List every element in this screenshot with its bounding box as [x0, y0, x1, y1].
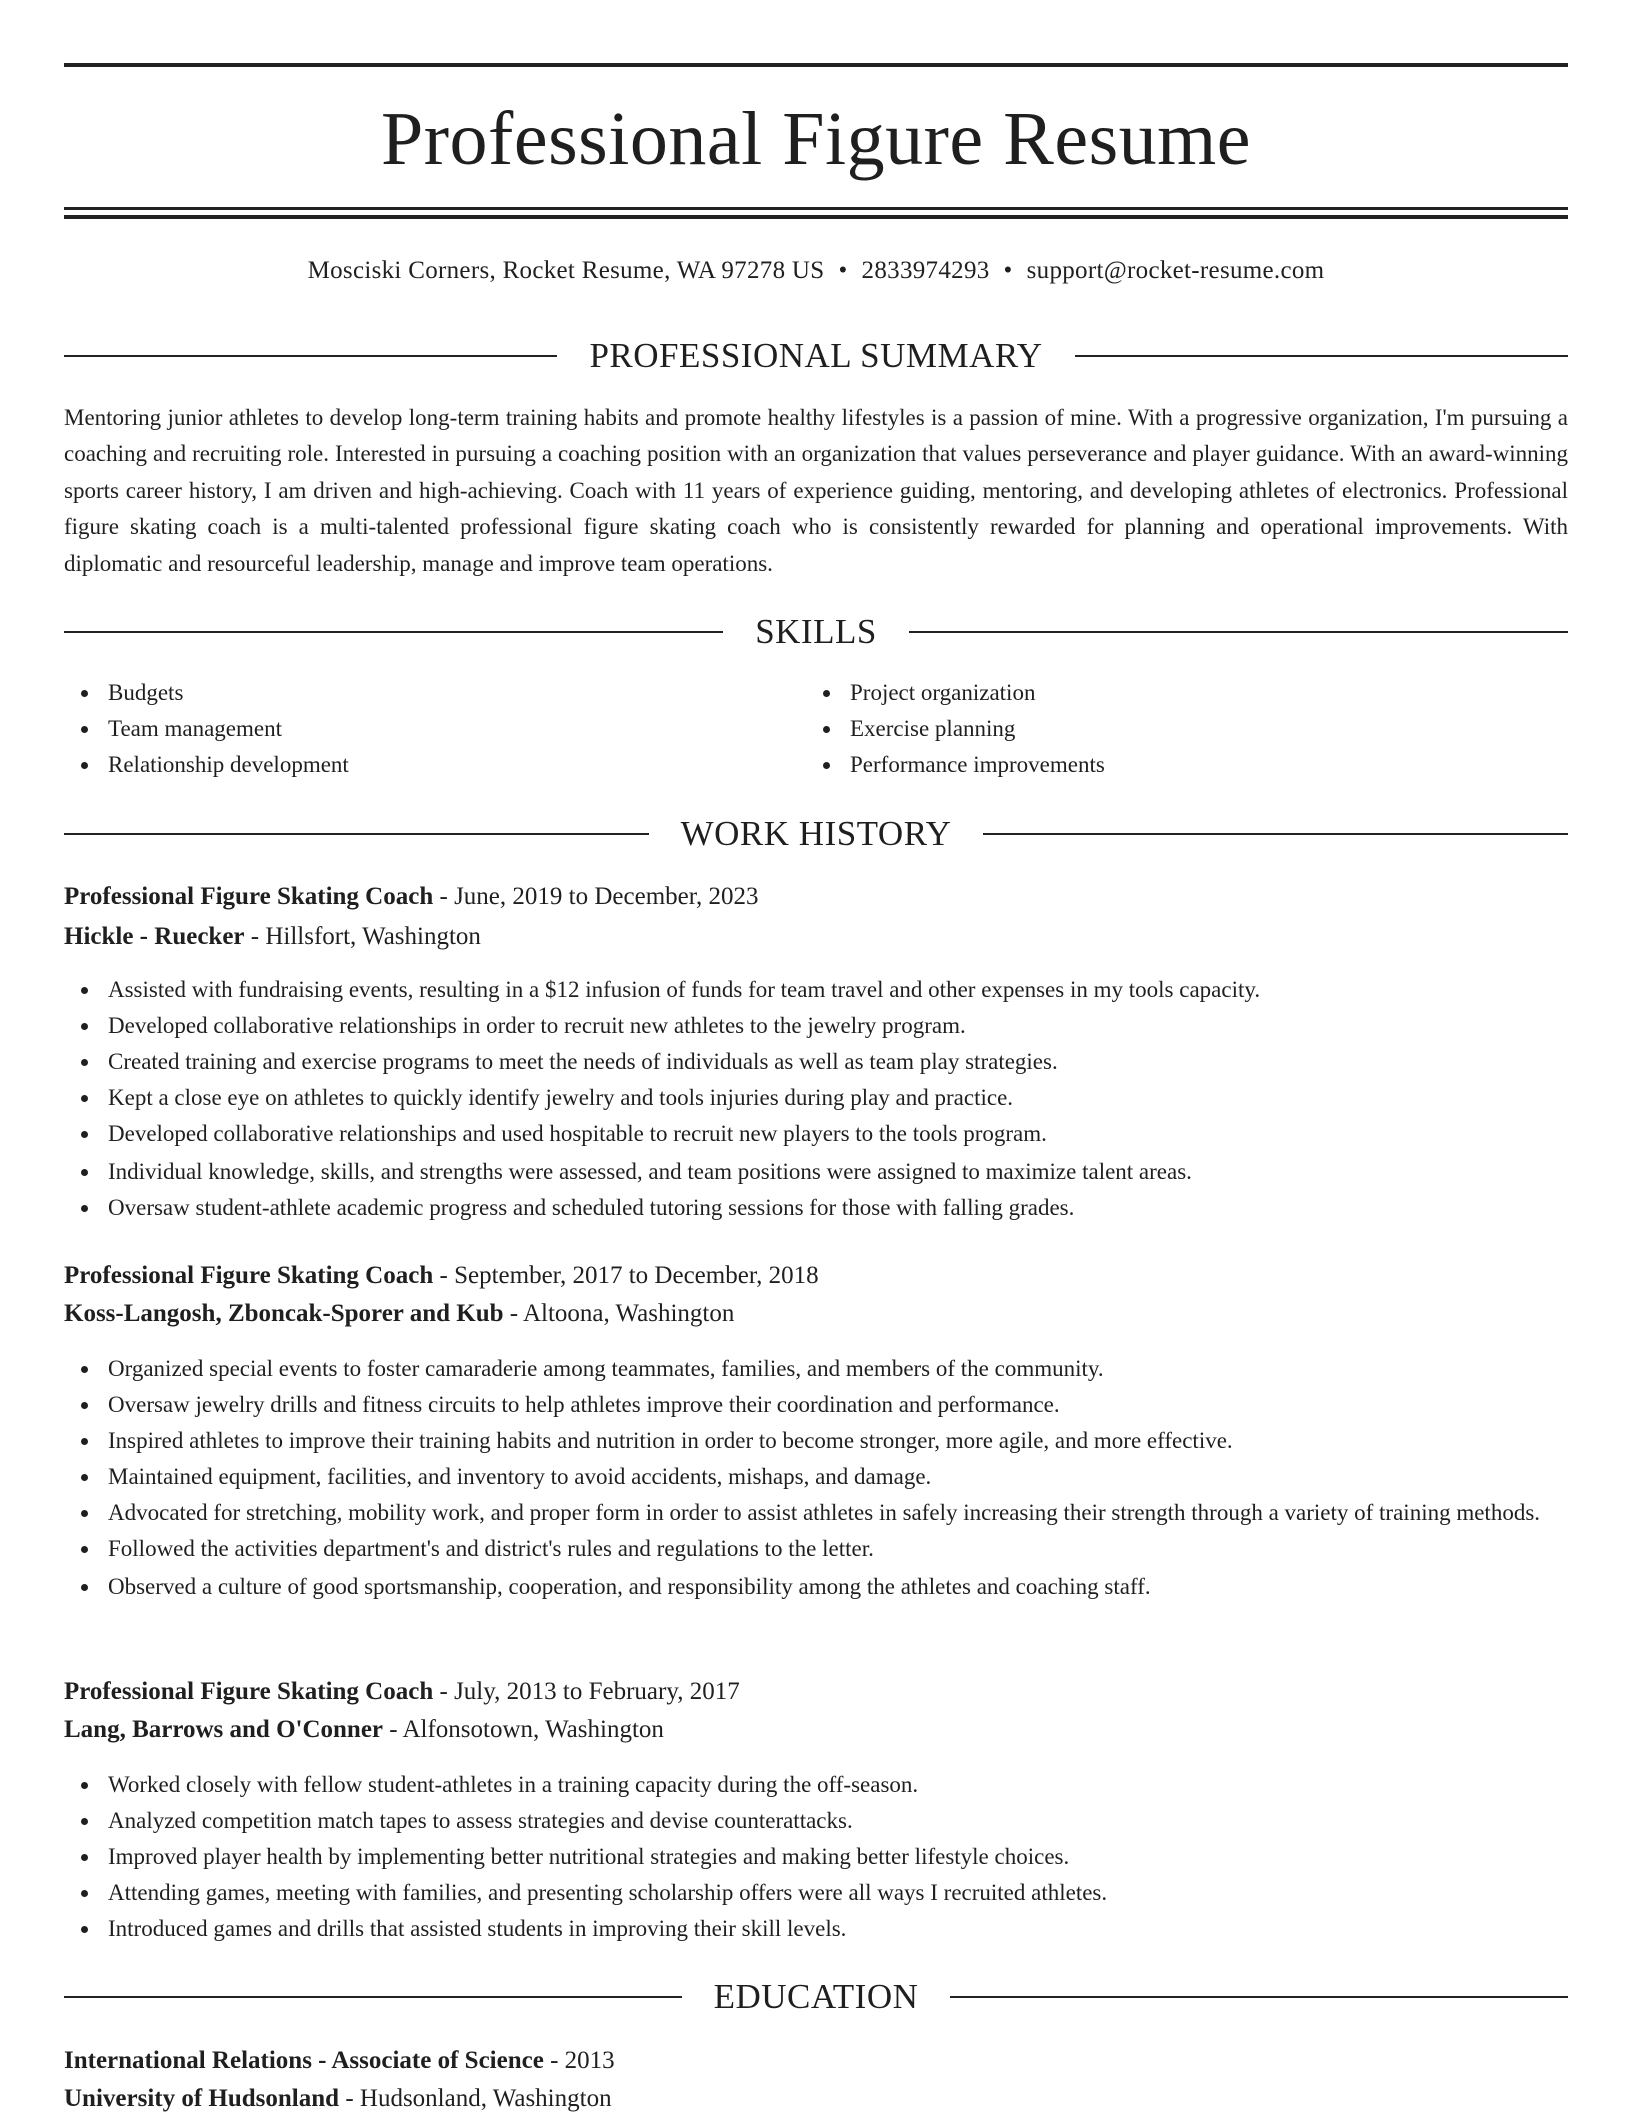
job-bullet: Introduced games and drills that assisted students in improving their skill levels.	[64, 1911, 1568, 1947]
skills-heading	[64, 612, 1568, 652]
job-title-line	[64, 1260, 1568, 1292]
heading-rule	[64, 631, 723, 633]
job-bullet: Oversaw jewelry drills and fitness circuits to help athletes improve their coordination and performance.	[64, 1387, 1568, 1423]
job-bullet: Analyzed competition match tapes to assess strategies and devise counterattacks.	[64, 1803, 1568, 1839]
heading-rule	[983, 833, 1568, 835]
skill-item: Performance improvements	[806, 747, 1548, 783]
job-location: - Hillsfort, Washington	[244, 923, 481, 950]
skills-column-right	[806, 675, 1548, 783]
education-degree-line	[64, 2045, 1568, 2077]
summary-text: Mentoring junior athletes to develop long-term training habits and promote healthy lifestyles is a passion of mine. With a progressive organization, I'm pursuing a coaching and recruiting role. Interested in pursuing a coaching position with an organization that values perseverance and player guidance. With an award-winning sports career history, I am driven and high-achieving. Coach with 11 years of experience guiding, mentoring, and developing athletes of electronics. Professional figure skating coach is a multi-talented professional figure skating coach who is consistently rewarded for planning and operational improvements. With diplomatic and resourceful leadership, manage and improve team operations.	[64, 405, 1568, 576]
title-rule-upper	[64, 207, 1568, 210]
contact-address: Mosciski Corners, Rocket Resume, WA 97278 US	[307, 257, 825, 284]
education-heading	[64, 1977, 1568, 2017]
skill-item: Exercise planning	[806, 711, 1548, 747]
heading-rule	[64, 1996, 682, 1998]
job-bullet: Developed collaborative relationships in order to recruit new athletes to the jewelry program.	[64, 1008, 1568, 1044]
title-rule-lower	[64, 215, 1568, 219]
job-dates: - July, 2013 to February, 2017	[433, 1678, 740, 1705]
work-heading	[64, 814, 1568, 854]
resume-title: Professional Figure Resume	[380, 97, 1251, 181]
skill-item: Team management	[64, 711, 806, 747]
job-title: Professional Figure Skating Coach	[64, 1678, 434, 1705]
job-bullet: Advocated for stretching, mobility work, and proper form in order to assist athletes in safely increasing their strength through a variety of training methods.	[64, 1495, 1568, 1531]
top-rule	[64, 63, 1568, 67]
contact-phone: 2833974293	[861, 257, 990, 284]
education-location: - Hudsonland, Washington	[339, 2085, 612, 2112]
job-bullet: Individual knowledge, skills, and strengths were assessed, and team positions were assigned to maximize talent areas.	[64, 1154, 1568, 1190]
job-bullets	[64, 1767, 1568, 1947]
job-bullet: Developed collaborative relationships and used hospitable to recruit new players to the tools program.	[64, 1116, 1568, 1152]
contact-separator: •	[1003, 257, 1013, 284]
job-company: Hickle - Ruecker	[64, 923, 245, 950]
job-bullet: Assisted with fundraising events, resulting in a $12 infusion of funds for team travel and other expenses in my tools capacity.	[64, 972, 1568, 1008]
job-company-line	[64, 1298, 1568, 1330]
contact-email: support@rocket-resume.com	[1026, 257, 1325, 284]
heading-rule	[64, 833, 649, 835]
education-school-line	[64, 2083, 1568, 2115]
skill-item: Project organization	[806, 675, 1548, 711]
heading-rule	[1075, 355, 1568, 357]
job-company-line	[64, 1714, 1568, 1746]
contact-line	[64, 255, 1568, 287]
job-bullet: Organized special events to foster camaraderie among teammates, families, and members of the community.	[64, 1351, 1568, 1387]
job-company-line	[64, 921, 1568, 953]
job-bullet: Worked closely with fellow student-athletes in a training capacity during the off-season.	[64, 1767, 1568, 1803]
job-bullets	[64, 1351, 1568, 1605]
job-title: Professional Figure Skating Coach	[64, 1262, 434, 1289]
job-company: Koss-Langosh, Zboncak-Sporer and Kub	[64, 1300, 504, 1327]
heading-rule	[950, 1996, 1568, 1998]
heading-rule	[64, 355, 557, 357]
job-dates: - September, 2017 to December, 2018	[433, 1262, 819, 1289]
job-title-line	[64, 1676, 1568, 1708]
job-bullet: Oversaw student-athlete academic progress and scheduled tutoring sessions for those with falling grades.	[64, 1190, 1568, 1226]
skills-column-left	[64, 675, 806, 783]
job-location: - Alfonsotown, Washington	[383, 1716, 664, 1743]
education-year: - 2013	[543, 2047, 615, 2074]
education-heading-label: EDUCATION	[713, 1977, 919, 2016]
job-bullet: Observed a culture of good sportsmanship, cooperation, and responsibility among the athletes and coaching staff.	[64, 1569, 1568, 1605]
job-bullet: Maintained equipment, facilities, and inventory to avoid accidents, mishaps, and damage.	[64, 1459, 1568, 1495]
summary-heading-label: PROFESSIONAL SUMMARY	[589, 336, 1043, 375]
skill-item: Relationship development	[64, 747, 806, 783]
work-heading-label: WORK HISTORY	[680, 814, 952, 853]
job-bullet: Kept a close eye on athletes to quickly identify jewelry and tools injuries during play and practice.	[64, 1080, 1568, 1116]
job-bullet: Improved player health by implementing better nutritional strategies and making better lifestyle choices.	[64, 1839, 1568, 1875]
job-bullet: Created training and exercise programs to meet the needs of individuals as well as team play strategies.	[64, 1044, 1568, 1080]
job-bullet: Followed the activities department's and district's rules and regulations to the letter.	[64, 1531, 1568, 1567]
job-title: Professional Figure Skating Coach	[64, 883, 434, 910]
education-degree: International Relations - Associate of Science	[64, 2047, 544, 2074]
summary-heading	[64, 336, 1568, 376]
job-bullets	[64, 972, 1568, 1226]
skills-list	[64, 675, 1568, 783]
skill-item: Budgets	[64, 675, 806, 711]
contact-separator: •	[838, 257, 848, 284]
job-company: Lang, Barrows and O'Conner	[64, 1716, 384, 1743]
job-bullet: Attending games, meeting with families, and presenting scholarship offers were all ways I recruited athletes.	[64, 1875, 1568, 1911]
job-location: - Altoona, Washington	[503, 1300, 735, 1327]
job-dates: - June, 2019 to December, 2023	[433, 883, 759, 910]
education-school: University of Hudsonland	[64, 2085, 340, 2112]
job-title-line	[64, 881, 1568, 913]
job-bullet: Inspired athletes to improve their training habits and nutrition in order to become stronger, more agile, and more effective.	[64, 1423, 1568, 1459]
skills-heading-label: SKILLS	[755, 612, 877, 651]
heading-rule	[909, 631, 1568, 633]
